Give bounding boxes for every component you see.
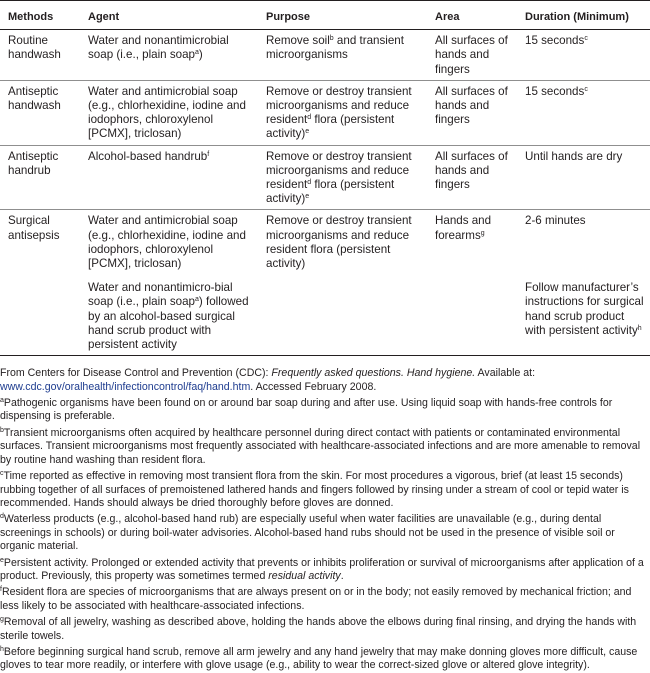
table-row bbox=[0, 30, 650, 81]
agent-cell: Water and antimicrobial soap (e.g., chlorhexidine, iodine and iodophors, chloroxylenol [PCMX], triclosan) bbox=[88, 214, 246, 271]
table-notes bbox=[0, 356, 650, 673]
footnote-c: $^c$Time reported as effective in removing most transient flora from the skin. For most procedures a vigorous, brief (at least 15 seconds) rubbing together of all surfaces of premoistened lathered hands and fingers followed by rinsing under a stream of cool or tepid water is recommended. Hands should always be dried thoroughly before gloves are donned. bbox=[0, 470, 629, 509]
header-purpose: Purpose bbox=[258, 1, 427, 30]
table-row-continuation bbox=[0, 274, 650, 356]
footnote-e: $^e$Persistent activity. Prolonged or extended activity that prevents or inhibits proliferation or survival of microorganisms after application of a product. Previously, this property was sometimes termed residual activity. bbox=[0, 556, 644, 582]
empty-area-cell bbox=[427, 274, 517, 356]
duration-cell: 2-6 minutes bbox=[525, 214, 586, 228]
duration-cell: Until hands are dry bbox=[517, 145, 650, 210]
footnote-d: $^d$Waterless products (e.g., alcohol-based hand rub) are especially useful when water facilities are unavailable (e.g., during dental screenings in schools) or during boil-water advisories. Alcohol-based hand rubs should not be used in the presence of visible soil or organic material. bbox=[0, 513, 615, 553]
purpose-cell: Remove soil$^b$ and transient microorganisms bbox=[258, 30, 427, 81]
method-cell: Surgical antisepsis bbox=[8, 214, 60, 242]
footnote-g: $^g$Removal of all jewelry, washing as described above, holding the hands above the elbows during final rinsing, and drying the hands with sterile towels. bbox=[0, 616, 637, 642]
purpose-cell: Remove or destroy transient microorganisms and reduce resident$^d$ flora (persistent activity)$^e$ bbox=[258, 145, 427, 210]
table-row bbox=[0, 145, 650, 210]
method-cell: Routine handwash bbox=[0, 30, 80, 81]
source-link[interactable]: www.cdc.gov/oralhealth/infectioncontrol/faq/hand.htm bbox=[0, 380, 251, 393]
area-cell: All surfaces of hands and fingers bbox=[427, 80, 517, 145]
header-methods: Methods bbox=[0, 1, 80, 30]
duration-cell: 15 seconds$^c$ bbox=[517, 30, 650, 81]
footnote-b: $^b$Transient microorganisms often acquired by healthcare personnel during direct contact with patients or contaminated environmental surfaces. Transient microorganisms most frequently associated with healthcare-associated infections and are more amenable to removal by routine hand washing than resident flora. bbox=[0, 426, 641, 466]
table-row bbox=[0, 210, 650, 274]
table-row bbox=[0, 80, 650, 145]
area-cell: All surfaces of hands and fingers bbox=[427, 30, 517, 81]
agent-cell: Water and nonantimicro-bial soap (i.e., plain soap$^a$) followed by an alcohol-based surgical hand scrub product with persistent activity bbox=[80, 274, 258, 356]
area-cell: All surfaces of hands and fingers bbox=[427, 145, 517, 210]
method-cell: Antiseptic handrub bbox=[0, 145, 80, 210]
header-agent: Agent bbox=[80, 1, 258, 30]
source-citation: From Centers for Disease Control and Prevention (CDC): Frequently asked questions. Hand hygiene. Available at: www.cdc.gov/oralhealth/infectioncontrol/faq/hand.htm. Accessed February 2008. bbox=[0, 367, 536, 393]
empty-purpose-cell bbox=[258, 274, 427, 356]
area-cell: Hands and forearms$^g$ bbox=[435, 214, 492, 242]
agent-cell: Water and nonantimicrobial soap (i.e., plain soap$^a$) bbox=[80, 30, 258, 81]
footnote-f: $^f$Resident flora are species of microorganisms that are always present on or in the body; not easily removed by mechanical friction; and less likely to be associated with healthcare-associated infections. bbox=[0, 586, 632, 612]
header-duration: Duration (Minimum) bbox=[517, 1, 650, 30]
footnote-h: $^h$Before beginning surgical hand scrub, remove all arm jewelry and any hand jewelry that may make donning gloves more difficult, cause gloves to tear more readily, or interfere with glove usage (e.g., ability to wear the correct-sized glove or altered glove integrity). bbox=[0, 645, 638, 672]
method-cell: Antiseptic handwash bbox=[0, 80, 80, 145]
duration-cell: 15 seconds$^c$ bbox=[517, 80, 650, 145]
table-header-row bbox=[0, 1, 650, 30]
agent-cell: Alcohol-based handrub$^f$ bbox=[80, 145, 258, 210]
purpose-cell: Remove or destroy transient microorganisms and reduce resident flora (persistent activity) bbox=[266, 214, 412, 271]
purpose-cell: Remove or destroy transient microorganisms and reduce resident$^d$ flora (persistent activity)$^e$ bbox=[258, 80, 427, 145]
empty-method-cell bbox=[0, 274, 80, 356]
header-area: Area bbox=[427, 1, 517, 30]
agent-cell: Water and antimicrobial soap (e.g., chlorhexidine, iodine and iodophors, chloroxylenol [PCMX], triclosan) bbox=[80, 80, 258, 145]
footnote-a: $^a$Pathogenic organisms have been found on or around bar soap during and after use. Using liquid soap with hands-free controls for dispensing is preferable. bbox=[0, 397, 613, 423]
duration-cell: Follow manufacturer’s instructions for surgical hand scrub product with persistent activity$^h$ bbox=[517, 274, 650, 356]
